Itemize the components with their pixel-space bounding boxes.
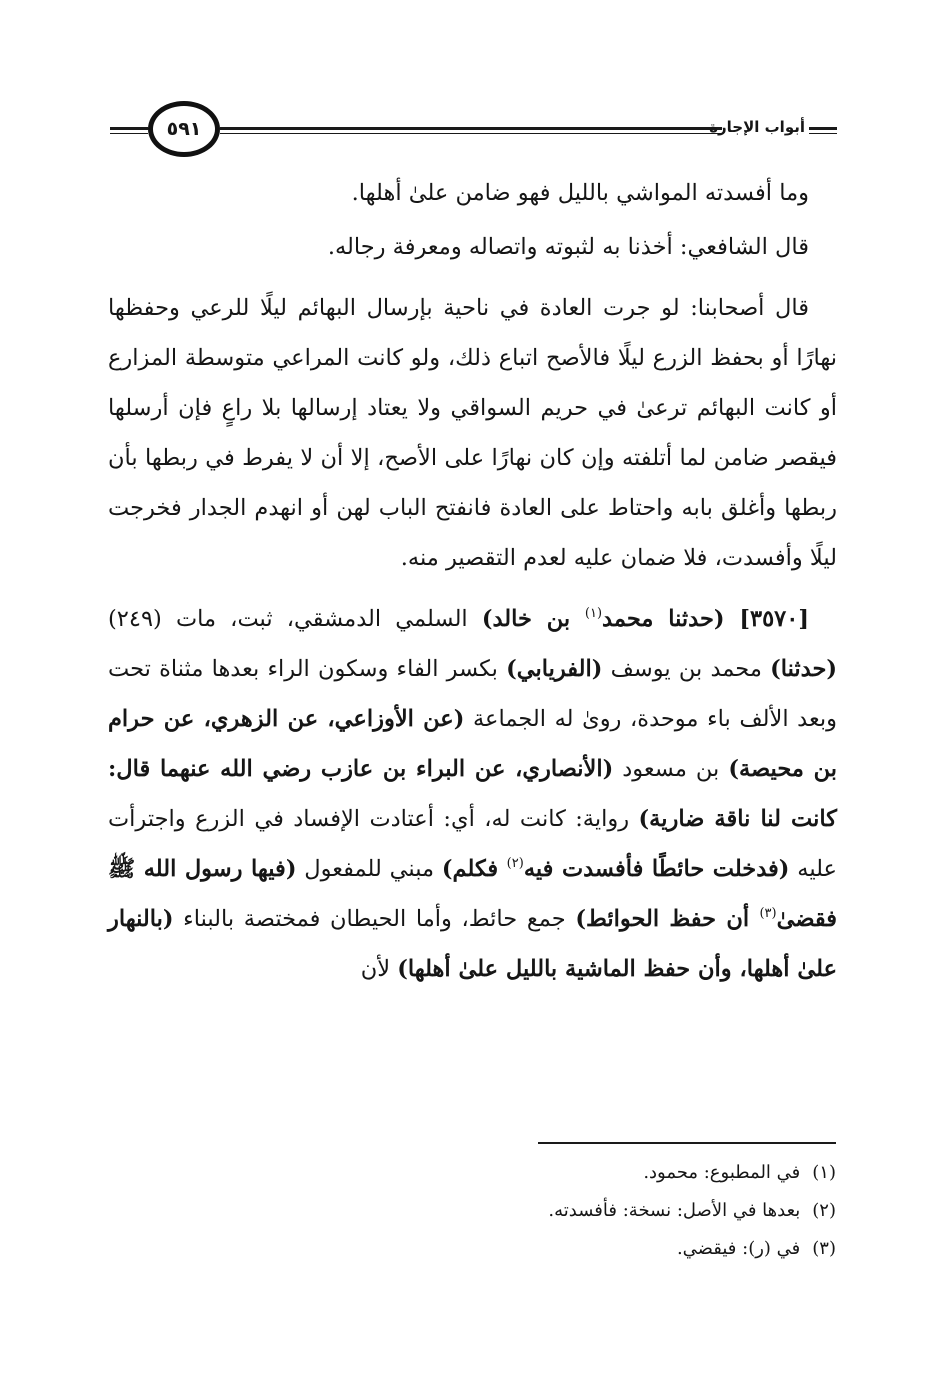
text-run: [٣٥٧٠] (حدثنا محمد: [602, 606, 809, 632]
text-run: رواية: كانت له، أي: أعتادت الإفساد في الزرع واجترأت عليه: [108, 806, 837, 882]
text-run: محمد بن يوسف: [602, 656, 771, 682]
text-run: بن مسعود: [613, 756, 729, 782]
text-run: وما أفسدته المواشي بالليل فهو ضامن علىٰ أهلها.: [351, 180, 809, 206]
footnote: [336, 1154, 836, 1192]
text-run: قال أصحابنا: لو جرت العادة في ناحية بإرسال البهائم ليلًا للرعي وحفظها نهارًا أو بحفظ الزرع ليلًا فالأصح اتباع ذلك، ولو كانت المراعي متوسطة المزارع أو كانت البهائم ترعىٰ في حريم السواقي ولا يعتاد إرسالها بلا راعٍ فإن أرسلها فيقصر ضامن لما أتلفته وإن كان نهارًا على الأصح، إلا أن لا يفرط في ربطها بأن ربطها وأغلق بابه واحتاط على العادة فانفتح الباب لهن أو انهدم الجدار فخرجت ليلًا وأفسدت، فلا ضمان عليه لعدم التقصير منه.: [108, 295, 837, 571]
text-run: أن حفظ الحوائط): [575, 906, 760, 932]
footnote-marker[interactable]: (١): [584, 606, 603, 621]
page-header: [110, 95, 837, 165]
footnote-text: في (ر): فيقضي.: [676, 1238, 801, 1259]
text-run: لأن: [360, 956, 398, 982]
footnote: [336, 1192, 836, 1230]
footnote-marker[interactable]: (٢): [506, 856, 524, 871]
footnote: [336, 1230, 836, 1268]
header-rule-left: [110, 127, 148, 130]
text-run: بن خالد): [481, 606, 585, 632]
paragraph: [108, 222, 837, 272]
text-run: (بالنهار علىٰ أهلها، وأن حفظ الماشية بالليل علىٰ أهلها): [108, 906, 837, 982]
text-run: قال الشافعي: أخذنا به لثبوته واتصاله ومعرفة رجاله.: [327, 234, 809, 260]
text-run: (الأنصاري، عن البراء بن عازب رضي الله عنهما قال: كانت لنا ناقة ضارية): [108, 756, 837, 832]
header-rule-right: [220, 127, 722, 130]
footnotes: [336, 1154, 836, 1268]
paragraph: [108, 283, 837, 583]
text-run: فكلم): [441, 856, 507, 882]
main-text: [108, 168, 837, 994]
footnote-separator: [538, 1142, 836, 1144]
text-run: (فيها رسول الله ﷺ فقضىٰ: [108, 856, 837, 932]
page-number-badge: [148, 101, 220, 157]
paragraph: [108, 168, 837, 218]
footnote-number: (٢): [812, 1200, 836, 1221]
text-run: بكسر الفاء وسكون الراء بعدها مثناة تحت وبعد الألف باء موحدة، روىٰ له الجماعة: [108, 656, 837, 732]
page-number: ٥٩١: [166, 117, 202, 140]
footnote-number: (١): [812, 1162, 836, 1183]
footnote-text: في المطبوع: محمود.: [643, 1162, 801, 1183]
text-run: مبني للمفعول: [296, 856, 442, 882]
text-run: (الفريابي): [506, 656, 603, 682]
text-run: (حدثنا): [770, 656, 838, 682]
text-run: (عن الأوزاعي، عن الزهري، عن حرام بن محيصة): [108, 706, 838, 782]
footnote-number: (٣): [812, 1238, 836, 1259]
footnote-marker[interactable]: (٣): [759, 906, 777, 921]
text-run: جمع حائط، وأما الحيطان فمختصة بالبناء: [173, 906, 576, 932]
text-run: (فدخلت حائطًا فأفسدت فيه: [523, 856, 790, 882]
footnote-text: بعدها في الأصل: نسخة: فأفسدته.: [548, 1200, 801, 1221]
chapter-title-rule: [809, 127, 837, 130]
text-run: السلمي الدمشقي، ثبت، مات (٢٤٩): [108, 606, 482, 632]
chapter-title: أبواب الإجارة: [709, 118, 805, 136]
paragraph: [108, 594, 837, 994]
